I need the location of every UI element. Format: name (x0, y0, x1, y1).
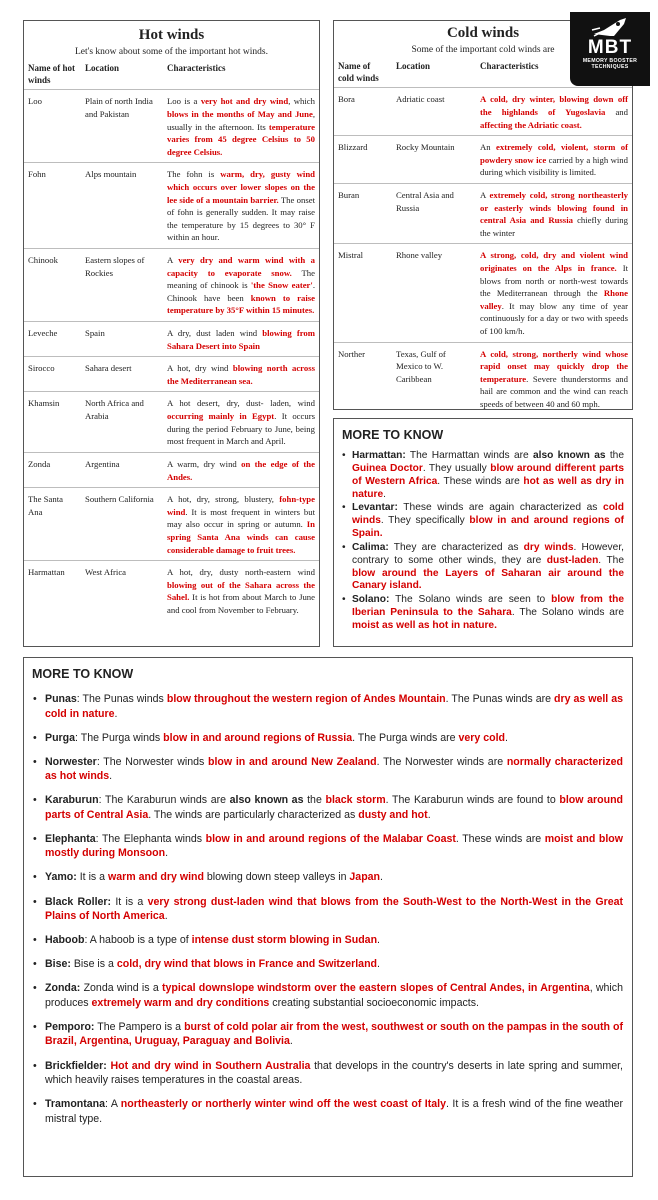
list-item (33, 1059, 623, 1088)
mbt-logo (570, 12, 650, 86)
hot-winds-panel (23, 20, 320, 647)
logo-tagline: TECHNIQUES (591, 64, 629, 70)
highlighted-text: warm, dry, gusty wind which occurs over lower slopes on the lee side of a mountain barrier. (167, 169, 315, 205)
list-item (33, 755, 623, 784)
text-segment: . (164, 910, 168, 923)
highlighted-text: burst of cold polar air from the west, southwest or south on the pampas in the south of Brazil, Argentina, Uruguay, Paraguay and Bolivia (45, 1020, 623, 1048)
text-segment: Bise is a (70, 958, 117, 971)
wind-location: West Africa (85, 567, 127, 578)
highlighted-text: A cold, strong, northerly wind whose rapid onset may quickly drop the temperature (480, 348, 628, 384)
wind-term: Yamo: (45, 871, 77, 884)
text-segment: . It is most frequent in winters but may also occur in spring or autumn. (167, 506, 315, 530)
list-item (33, 793, 623, 822)
more-to-know-title: MORE TO KNOW (32, 667, 134, 681)
text-segment: the (605, 450, 625, 461)
wind-name: Chinook (28, 254, 58, 265)
text-segment: blowing down steep valleys in (203, 871, 350, 884)
cold-winds-title: Cold winds (446, 25, 520, 41)
wind-characteristics (476, 88, 632, 136)
wind-characteristics (163, 392, 319, 452)
text-segment: These winds are again characterized as (397, 502, 604, 514)
highlighted-text: blowing from Sahara Desert into Spain (167, 328, 316, 351)
wind-term: Pemporo: (45, 1020, 95, 1033)
wind-name: Zonda (28, 458, 51, 469)
highlighted-text: blow around different parts of Western Africa (352, 462, 624, 487)
wind-name: Buran (338, 189, 360, 200)
column-header: Name of cold winds (338, 61, 379, 84)
text-segment: It is a (111, 895, 148, 908)
hot-winds-table (24, 59, 319, 621)
wind-location: Alps mountain (85, 169, 137, 180)
list-item (342, 450, 624, 501)
text-segment: It is a (76, 871, 108, 884)
highlighted-text: blow in and around regions of Spain. (352, 515, 624, 540)
table-row (24, 561, 319, 621)
highlighted-text: warm and dry wind (108, 871, 204, 884)
text-segment: . The (598, 554, 624, 566)
highlighted-text: A strong, cold, dry and violent wind originates on the Alps in france. (480, 250, 628, 273)
text-segment: A hot desert, dry, dust- laden, wind (167, 398, 315, 409)
rocket-icon (590, 16, 630, 38)
bold-text: also known as (532, 450, 606, 461)
wind-term: Elephanta (45, 832, 96, 845)
highlighted-text: moist and blow mostly during Monsoon (45, 832, 623, 860)
text-segment: . The Purga winds are (352, 731, 459, 744)
text-segment: . Severe thunderstorms and hail are common and the wind can reach speeds of between 40 and 60 mph. (480, 373, 628, 410)
more-to-know-list (24, 681, 632, 1126)
wind-name: Fohn (28, 169, 46, 180)
text-segment: . (289, 1035, 293, 1048)
wind-location: Southern California (85, 494, 154, 505)
wind-term: Norwester (45, 755, 97, 768)
highlighted-text: intense dust storm blowing in Sudan (191, 934, 378, 947)
highlighted-text: dusty and hot (358, 808, 428, 821)
text-segment: . (505, 731, 508, 744)
wind-term: Purga (45, 731, 76, 744)
highlighted-text: hot as well as dry in nature (352, 475, 624, 500)
highlighted-text: Rhone valley (480, 288, 628, 311)
column-header: Location (396, 61, 431, 71)
highlighted-text: temperature varies from 45 degree Celsius to 50 degree Celsius. (167, 121, 315, 157)
wind-characteristics (476, 342, 632, 415)
table-row (24, 392, 319, 452)
wind-term: Brickfielder: (45, 1059, 107, 1072)
text-segment: . They specifically (380, 515, 470, 527)
wind-location: Spain (85, 328, 105, 339)
wind-location: Rhone valley (396, 250, 443, 261)
highlighted-text: normally characterized as hot winds (45, 755, 623, 783)
more-to-know-box (333, 418, 633, 647)
more-to-know-title: MORE TO KNOW (342, 428, 444, 442)
text-segment: . The winds are particularly characterized as (148, 808, 359, 821)
highlighted-text: dust-laden (546, 554, 599, 566)
table-row (24, 248, 319, 321)
wind-name: Leveche (28, 328, 58, 339)
list-item (33, 957, 623, 972)
highlighted-text: 'the Snow eater' (250, 280, 313, 291)
wind-term: Solano: (352, 594, 390, 606)
text-segment: A hot, dry, strong, blustery, (167, 494, 280, 505)
highlighted-text: moist as well as hot in nature. (352, 619, 497, 631)
table-row (24, 163, 319, 249)
wind-characteristics (163, 488, 319, 561)
highlighted-text: very dry and warm wind with a capacity to evaporate snow. (167, 254, 315, 278)
wind-location: Rocky Mountain (396, 142, 455, 153)
highlighted-text: blows in the months of May and June (167, 108, 313, 119)
wind-characteristics (163, 163, 319, 249)
highlighted-text: dry winds (523, 541, 574, 553)
wind-name: Sirocco (28, 363, 55, 374)
text-segment: A (480, 189, 490, 200)
table-row (334, 342, 632, 415)
text-segment: . (377, 958, 380, 971)
text-segment: . It occurs during the period February to June, being most frequent in March and April. (167, 411, 315, 447)
list-item (33, 933, 623, 948)
text-segment: , usually in the afternoon. Its (167, 108, 315, 132)
text-segment: creating substantial socioeconomic impacts. (269, 996, 479, 1009)
highlighted-text: blow in and around regions of Russia (163, 731, 353, 744)
wind-name: Mistral (338, 250, 364, 261)
highlighted-text: Hot and dry wind in Southern Australia (110, 1059, 311, 1072)
highlighted-text: northeasterly or northerly winter wind off the west coast of Italy (120, 1098, 446, 1111)
highlighted-text: blow throughout the western region of Andes Mountain (166, 693, 446, 705)
text-segment: , which (288, 96, 316, 107)
highlighted-text: very strong dust-laden wind that blows from the South-West to the North-West in the Great Plains of North America (45, 895, 624, 923)
text-segment: The fohn is (167, 169, 221, 180)
logo-name: MBT (587, 37, 633, 58)
text-segment: . (380, 871, 383, 884)
wind-term: Bise: (45, 958, 71, 971)
table-row (334, 88, 632, 136)
highlighted-text: Japan (349, 871, 381, 884)
wind-characteristics (163, 357, 319, 392)
wind-name: Bora (338, 94, 355, 105)
list-item (342, 594, 624, 633)
highlighted-text: blow in and around New Zealand (208, 755, 377, 768)
highlighted-text: blow in and around regions of the Malabar Coast (205, 832, 456, 845)
highlighted-text: A cold, dry winter, blowing down off the highlands of Yugoslavia (480, 94, 628, 117)
text-segment: the (303, 794, 326, 807)
text-segment: Loo is a (167, 96, 201, 107)
bold-text: also known as (229, 794, 304, 807)
text-segment: The onset of fohn is generally sudden. It may raise the temperature by 15 degrees to 30° F within an hour. (167, 194, 315, 243)
highlighted-text: very cold (458, 731, 506, 744)
text-segment: chiefly during the winter (480, 215, 628, 238)
column-header: Characteristics (167, 63, 226, 73)
text-segment: , which produces (45, 982, 623, 1009)
list-item (33, 832, 623, 861)
text-segment: . It may blow any time of year continuously for a day or two with speeds of 100 km/h. (480, 300, 628, 337)
text-segment: . (114, 707, 118, 720)
text-segment: carried by a high wind during which visibility is limited. (480, 154, 628, 178)
wind-location: Central Asia and Russia (396, 189, 454, 213)
list-item (342, 502, 624, 541)
more-to-know-box-large (23, 657, 633, 1177)
wind-term: Harmattan: (352, 450, 406, 461)
text-segment: . The Karaburun winds are found to (385, 794, 560, 807)
highlighted-text: In spring Santa Ana winds can cause considerable damage to fruit trees. (167, 519, 315, 555)
highlighted-text: extremely cold, strong northeasterly or easterly winds blowing found in central Asia and Russia (480, 189, 629, 226)
text-segment: The Harmattan winds are (405, 450, 533, 461)
highlighted-text: extremely cold, violent, storm of powdery snow ice (480, 142, 628, 165)
text-segment: : The Karaburun winds are (98, 794, 230, 807)
text-segment: It is hot from about March to June and cool from November to February. (167, 592, 315, 615)
highlighted-text: extremely warm and dry conditions (91, 996, 270, 1009)
highlighted-text: blow around parts of Central Asia (45, 794, 624, 821)
text-segment: that develops in the country's deserts in late spring and summer, which heavily raises temperatures in the coastal areas. (45, 1059, 623, 1087)
table-row (334, 244, 632, 342)
table-row (24, 488, 319, 561)
wind-characteristics (163, 452, 319, 487)
wind-characteristics (163, 248, 319, 321)
text-segment: : The Punas winds (76, 693, 167, 705)
highlighted-text: black storm (325, 794, 386, 807)
highlighted-text: known to raise temperature by 35°F within 15 minutes. (167, 292, 315, 316)
highlighted-text: typical downslope windstorm over the eastern slopes of Central Andes, in Argentina (161, 982, 590, 995)
cold-winds-table (334, 57, 632, 415)
hot-winds-subtitle: Let's know about some of the important hot winds. (74, 47, 268, 57)
highlighted-text: blowing north across the Mediterranean sea. (167, 363, 315, 386)
wind-characteristics (476, 244, 632, 342)
more-to-know-list (334, 442, 632, 633)
highlighted-text: affecting the Adriatic coast. (480, 119, 582, 130)
text-segment: and (605, 106, 628, 117)
wind-term: Calima: (352, 541, 389, 553)
text-segment: . However, contrary to some other winds, they are (352, 541, 624, 566)
wind-term: Tramontana (45, 1098, 106, 1111)
column-header: Location (85, 63, 120, 73)
text-segment: . These winds are (437, 475, 524, 487)
text-segment: They are characterized as (388, 541, 524, 553)
highlighted-text: blowing out of the Sahara across the Sahel. (167, 579, 315, 603)
text-segment: The Solano winds are seen to (389, 594, 552, 606)
list-item (33, 1097, 623, 1126)
text-segment: . It is a fresh wind of the fine weather mistral type. (45, 1098, 624, 1125)
text-segment: : The Norwester winds (96, 755, 208, 768)
cold-winds-subtitle: Some of the important cold winds are (411, 45, 555, 55)
wind-name: Loo (28, 96, 42, 107)
text-segment: . The Punas winds are (445, 693, 554, 705)
wind-location: Argentina (85, 458, 120, 469)
highlighted-text: very hot and dry wind (200, 96, 289, 107)
wind-characteristics (163, 322, 319, 357)
list-item (33, 895, 623, 924)
table-row (24, 322, 319, 357)
text-segment: Zonda wind is a (80, 982, 162, 995)
wind-name: Norther (338, 348, 366, 359)
text-segment: . (427, 808, 431, 821)
table-row (24, 452, 319, 487)
text-segment: . (165, 847, 169, 860)
wind-term: Karaburun (45, 794, 99, 807)
wind-term: Zonda: (45, 982, 81, 995)
list-item (33, 981, 623, 1010)
highlighted-text: Guinea Doctor (352, 462, 423, 474)
text-segment: . The Solano winds are (511, 607, 624, 619)
wind-term: Levantar: (352, 502, 398, 514)
list-item (342, 542, 624, 593)
wind-characteristics (163, 561, 319, 621)
text-segment: . (109, 770, 113, 783)
text-segment: A dry, dust laden wind (167, 328, 263, 339)
wind-location: Adriatic coast (396, 94, 445, 105)
list-item (33, 1020, 623, 1049)
highlighted-text: blow from the Iberian Peninsula to the Sahara (352, 594, 625, 619)
wind-location: North Africa and Arabia (85, 398, 144, 422)
wind-term: Haboob (45, 934, 85, 947)
text-segment: The Pampero is a (94, 1020, 185, 1033)
wind-characteristics (476, 136, 632, 184)
text-segment: A (167, 254, 179, 265)
text-segment: The meaning of chinook is (167, 267, 315, 291)
wind-location: Sahara desert (85, 363, 132, 374)
wind-location: Plain of north India and Pakistan (85, 96, 153, 119)
highlighted-text: cold, dry wind that blows in France and Switzerland (116, 958, 378, 971)
text-segment: . (383, 488, 386, 500)
text-segment: It blows from north or north-west towards the Mediterranean through the (480, 262, 629, 299)
highlighted-text: cold winds (352, 502, 624, 527)
wind-name: Blizzard (338, 142, 368, 153)
column-header: Name of hot winds (28, 63, 75, 86)
text-segment: . They usually (422, 462, 491, 474)
table-row (24, 357, 319, 392)
wind-term: Punas (45, 693, 77, 705)
text-segment: . The Norwester winds are (376, 755, 507, 768)
text-segment: A warm, dry wind (167, 458, 242, 469)
text-segment: : A (105, 1098, 121, 1111)
table-row (24, 90, 319, 163)
highlighted-text: occurring mainly in Egypt (167, 411, 275, 422)
text-segment: A hot, dry wind (167, 363, 233, 374)
text-segment: A hot, dry, dusty north-eastern wind (167, 567, 315, 578)
text-segment: : The Elephanta winds (95, 832, 206, 845)
wind-name: Harmattan (28, 567, 65, 578)
text-segment: An (480, 142, 497, 153)
wind-location: Texas, Gulf of Mexico to W. Caribbean (396, 348, 446, 384)
highlighted-text: blow around the Layers of Saharan air around the Canary island. (352, 567, 624, 592)
logo-tagline: MEMORY BOOSTER (582, 58, 638, 64)
text-segment: . (377, 934, 380, 947)
list-item (33, 731, 623, 746)
wind-location: Eastern slopes of Rockies (85, 254, 145, 278)
wind-name: The Santa Ana (28, 494, 63, 517)
table-row (334, 183, 632, 243)
text-segment: : A haboob is a type of (84, 934, 192, 947)
list-item (33, 692, 623, 721)
list-item (33, 870, 623, 885)
table-row (334, 136, 632, 184)
text-segment: . Chinook have been (167, 280, 316, 303)
column-header: Characteristics (480, 61, 539, 71)
highlighted-text: fohn-type wind (167, 494, 315, 517)
wind-term: Black Roller: (45, 895, 112, 908)
text-segment: . These winds are (455, 832, 545, 845)
wind-characteristics (476, 183, 632, 243)
highlighted-text: on the edge of the Andes. (167, 458, 315, 482)
wind-characteristics (163, 90, 319, 163)
highlighted-text: dry as well as cold in nature (45, 693, 624, 720)
text-segment: : The Purga winds (75, 731, 164, 744)
hot-winds-title: Hot winds (138, 27, 205, 43)
wind-name: Khamsin (28, 398, 60, 409)
